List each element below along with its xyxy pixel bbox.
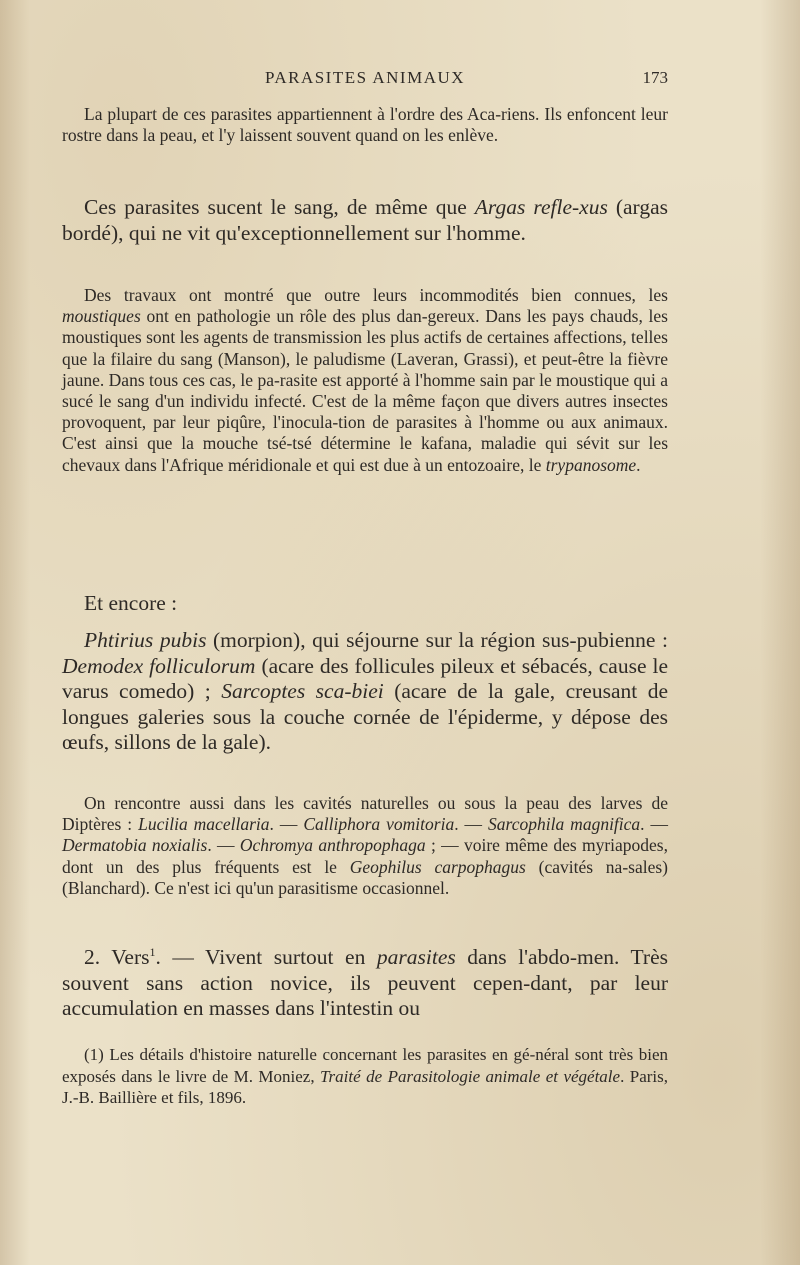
species-name: Argas refle-xus bbox=[474, 195, 608, 219]
paragraph-argas bbox=[62, 195, 668, 246]
footnote-text: . Paris, J.-B. Baillière et fils, 1896. bbox=[62, 1066, 669, 1107]
paragraph-text: (cavités na-sales) (Blanchard). Ce n'est ici qu'un parasitisme occasionnel. bbox=[62, 856, 669, 898]
footnote-marker: 1 bbox=[149, 945, 156, 959]
section-number: 2. Vers bbox=[84, 945, 150, 970]
paragraph-phtirius bbox=[62, 628, 668, 756]
paragraph-text: Ces parasites sucent le sang, de même que bbox=[84, 195, 475, 219]
paragraph-acariens bbox=[62, 104, 668, 146]
emphasis-term: moustiques bbox=[62, 306, 141, 327]
paragraph-text: dans l'abdo-men. Très souvent sans action novice, ils peuvent cepen-dant, par leur accumulation en masses dans l'intestin ou bbox=[62, 945, 668, 1021]
species-name: Sarcophila magnifica bbox=[488, 814, 641, 835]
paragraph-text: (morpion), qui séjourne sur la région sus-pubienne : bbox=[206, 628, 668, 652]
paragraph-text: La plupart de ces parasites appartiennent à l'ordre des Aca-riens. Ils enfoncent leur rostre dans la peau, et l'y laissent souvent quand on les enlève. bbox=[62, 104, 668, 146]
paragraph-text: . — bbox=[269, 814, 304, 835]
paragraph-text: Des travaux ont montré que outre leurs incommodités bien connues, les bbox=[84, 285, 668, 305]
paragraph-text: On rencontre aussi dans les cavités naturelles ou sous la peau des larves de Diptères : bbox=[62, 793, 668, 835]
paragraph-text: . — bbox=[640, 814, 669, 835]
footnote bbox=[62, 1044, 668, 1109]
paragraph-dipteres bbox=[62, 793, 668, 899]
species-name: Phtirius pubis bbox=[84, 628, 207, 652]
species-name: Demodex folliculorum bbox=[62, 653, 256, 678]
paragraph-text: . bbox=[636, 454, 641, 475]
species-name: Ochromya anthropophaga bbox=[239, 835, 426, 856]
emphasis-term: parasites bbox=[376, 945, 456, 970]
page-number: 173 bbox=[642, 68, 668, 87]
emphasis-term: trypanosome bbox=[545, 454, 637, 475]
paragraph-text: . — bbox=[207, 835, 240, 856]
paragraph-text: ; — voire même des myriapodes, dont un des plus fréquents est le bbox=[62, 835, 668, 877]
book-title: Traité de Parasitologie animale et végétale bbox=[320, 1066, 621, 1086]
paragraph-text: (acare des follicules pileux et sébacés, cause le varus comedo) ; bbox=[62, 653, 668, 703]
paragraph-text: Et encore : bbox=[84, 591, 178, 615]
running-title: PARASITES ANIMAUX bbox=[264, 68, 466, 87]
paragraph-text: ont en pathologie un rôle des plus dan-gereux. Dans les pays chauds, les moustiques sont les agents de transmission les plus actifs de certaines affections, telles que la filaire du sang (Manson), le paludisme (Laveran, Grassi), et peut-être la fièvre jaune. Dans tous ces cas, le pa-rasite est apporté à l'homme sain par le moustique qui a sucé le sang d'un individu infecté. C'est de la même façon que divers autres insectes provoquent, par leur piqûre, l'inocula-tion de parasites à l'homme ou aux animaux. C'est ainsi que la mouche tsé-tsé détermine le kafana, maladie qui sévit sur les chevaux dans l'Afrique méridionale et qui est due à un entozoaire, le bbox=[62, 306, 668, 475]
paragraph-moustiques bbox=[62, 285, 668, 476]
paragraph-vers bbox=[62, 940, 668, 1022]
running-header bbox=[62, 62, 668, 92]
species-name: Geophilus carpophagus bbox=[349, 856, 526, 877]
paragraph-text: . — Vivent surtout en bbox=[155, 945, 377, 970]
paragraph-et-encore bbox=[62, 591, 668, 617]
species-name: Dermatobia noxialis bbox=[62, 835, 208, 856]
species-name: Lucilia macellaria bbox=[138, 814, 270, 835]
paragraph-text: (acare de la gale, creusant de longues galeries sous la couche cornée de l'épiderme, y dépose des œufs, sillons de la gale). bbox=[62, 679, 668, 754]
footnote-text: (1) Les détails d'histoire naturelle concernant les parasites en gé-néral sont très bien exposés dans le livre de M. Moniez, bbox=[62, 1045, 668, 1086]
paragraph-text: (argas bordé), qui ne vit qu'exceptionnellement sur l'homme. bbox=[62, 195, 668, 245]
species-name: Sarcoptes sca-biei bbox=[221, 679, 384, 703]
species-name: Calliphora vomitoria bbox=[303, 814, 455, 835]
paragraph-text: . — bbox=[454, 814, 489, 835]
